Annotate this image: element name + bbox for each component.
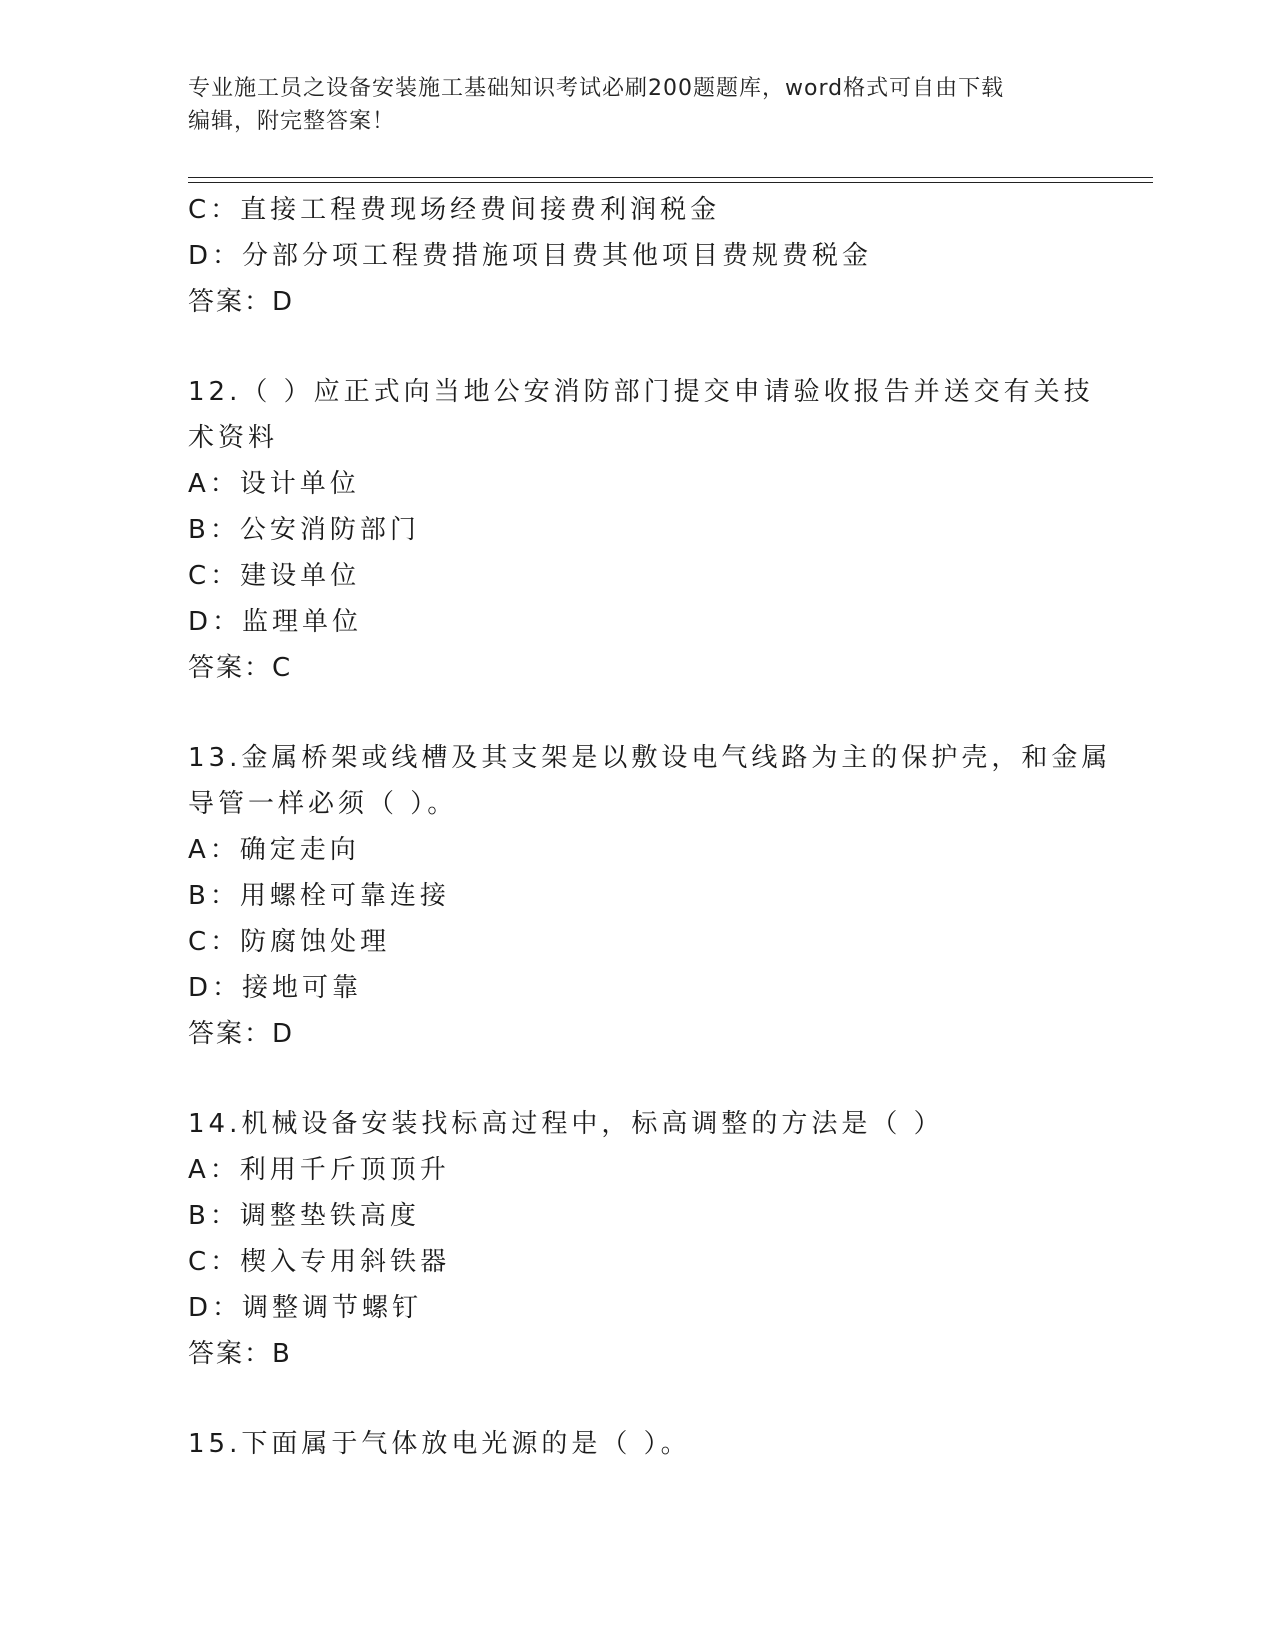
header-divider-top (188, 177, 1153, 178)
option-d: D：接地可靠 (188, 973, 363, 1003)
answer: 答案：D (188, 1019, 295, 1049)
question-stem-line1: 14.机械设备安装找标高过程中，标高调整的方法是（ ） (188, 1109, 944, 1139)
option-c: C：楔入专用斜铁器 (188, 1247, 451, 1277)
question-stem-line2: 术资料 (188, 423, 279, 453)
question-stem-line1: 13.金属桥架或线槽及其支架是以敷设电气线路为主的保护壳，和金属 (188, 743, 1112, 773)
option-d: D：调整调节螺钉 (188, 1293, 423, 1323)
question-stem-line2: 导管一样必须（ ）。 (188, 789, 458, 819)
option-c: C：建设单位 (188, 561, 361, 591)
spacer (188, 1057, 1088, 1101)
question-12 (188, 369, 1094, 691)
question-stem-line1: 12.（ ）应正式向当地公安消防部门提交申请验收报告并送交有关技 (188, 377, 1094, 407)
option-b: B：用螺栓可靠连接 (188, 881, 450, 911)
option-a: A：确定走向 (188, 835, 360, 865)
option-a: A：利用千斤顶顶升 (188, 1155, 450, 1185)
question-11 (188, 187, 1088, 325)
question-14 (188, 1101, 1088, 1377)
option-a: A：设计单位 (188, 469, 360, 499)
question-13 (188, 735, 1112, 1057)
option-b: B：调整垫铁高度 (188, 1201, 420, 1231)
option-d: D：监理单位 (188, 607, 363, 637)
option-c: C：直接工程费现场经费间接费利润税金 (188, 195, 721, 225)
spacer (188, 1377, 1088, 1421)
question-15 (188, 1421, 1088, 1467)
answer: 答案：D (188, 287, 295, 317)
option-d: D：分部分项工程费措施项目费其他项目费规费税金 (188, 241, 873, 271)
header-divider-bottom (188, 182, 1153, 183)
answer: 答案：B (188, 1339, 292, 1369)
spacer (188, 325, 1088, 369)
answer: 答案：C (188, 653, 293, 683)
option-b: B：公安消防部门 (188, 515, 420, 545)
option-c: C：防腐蚀处理 (188, 927, 391, 957)
spacer (188, 691, 1088, 735)
document-header (188, 72, 1068, 138)
header-title-line2: 编辑，附完整答案！ (188, 109, 396, 134)
question-stem-line1: 15.下面属于气体放电光源的是（ ）。 (188, 1429, 691, 1459)
header-title-line1: 专业施工员之设备安装施工基础知识考试必刷200题题库，word格式可自由下载 (188, 76, 1005, 101)
question-list (188, 187, 1112, 1467)
